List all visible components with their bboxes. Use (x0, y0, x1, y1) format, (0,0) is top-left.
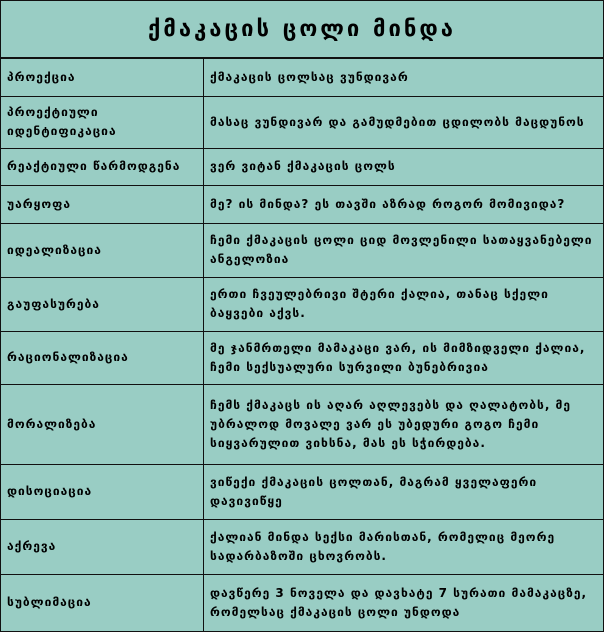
table-row (1, 277, 603, 331)
term-cell: დისოციაცია (1, 464, 204, 519)
term-cell: გაუფასურება (1, 277, 204, 331)
sheet-title: ქმაკაცის ცოლი მინდა (1, 1, 603, 59)
term-cell: მორალიზება (1, 384, 204, 464)
term-cell: რეაქტიული წარმოდგენა (1, 148, 204, 185)
term-cell: უარყოფა (1, 185, 204, 223)
term-cell: რაციონალიზაცია (1, 331, 204, 384)
table-row (1, 574, 603, 631)
term-cell: იდეალიზაცია (1, 223, 204, 277)
table-row (1, 519, 603, 574)
description-cell: მასაც ვუნდივარ და გამუდმებით ცდილობს მაცდუნოს (204, 96, 604, 148)
table-row (1, 148, 603, 185)
description-cell: ერთი ჩვეულებრივი შტერი ქალია, თანაც სქელი ბაყვები აქვს. (204, 277, 604, 331)
description-cell: ქალიან მინდა სექსი მარისთან, რომელიც მეორე სადარბაზოში ცხოვრობს. (204, 519, 604, 574)
term-cell: აქრევა (1, 519, 204, 574)
term-cell: პროექცია (1, 59, 204, 96)
description-cell: მე? ის მინდა? ეს თავში აზრად როგორ მომივიდა? (204, 185, 604, 223)
description-cell: დავწერე 3 ნოველა და დავხატე 7 სურათი მამაკაცზე, რომელსაც ქმაკაცის ცოლი უნდოდა (204, 574, 604, 631)
description-cell: მე ჯანმრთელი მამაკაცი ვარ, ის მიმზიდველი ქალია, ჩემი სექსუალური სურვილი ბუნებრივია (204, 331, 604, 384)
term-cell: პროექტიული იდენტიფიკაცია (1, 96, 204, 148)
table-row (1, 331, 603, 384)
description-cell: ქმაკაცის ცოლსაც ვუნდივარ (204, 59, 604, 96)
table-row (1, 464, 603, 519)
description-cell: ჩემს ქმაკაცს ის აღარ აღლევებს და ღალატობს, მე უბრალოდ მოვალე ვარ ეს უბედური გოგო ჩემი სიყვარულით ვიხსნა, მას ეს სჭირდება. (204, 384, 604, 464)
table-row (1, 185, 603, 223)
table-row (1, 59, 603, 96)
term-cell: სუბლიმაცია (1, 574, 204, 631)
table-row (1, 96, 603, 148)
table-row (1, 384, 603, 464)
description-cell: ვიწექი ქმაკაცის ცოლთან, მაგრამ ყველაფერი დავივიწყე (204, 464, 604, 519)
definitions-table (1, 59, 603, 632)
description-cell: ჩემი ქმაკაცის ცოლი ციდ მოვლენილი სათაყვანებელი ანგელოზია (204, 223, 604, 277)
description-cell: ვერ ვიტან ქმაკაცის ცოლს (204, 148, 604, 185)
table-row (1, 223, 603, 277)
